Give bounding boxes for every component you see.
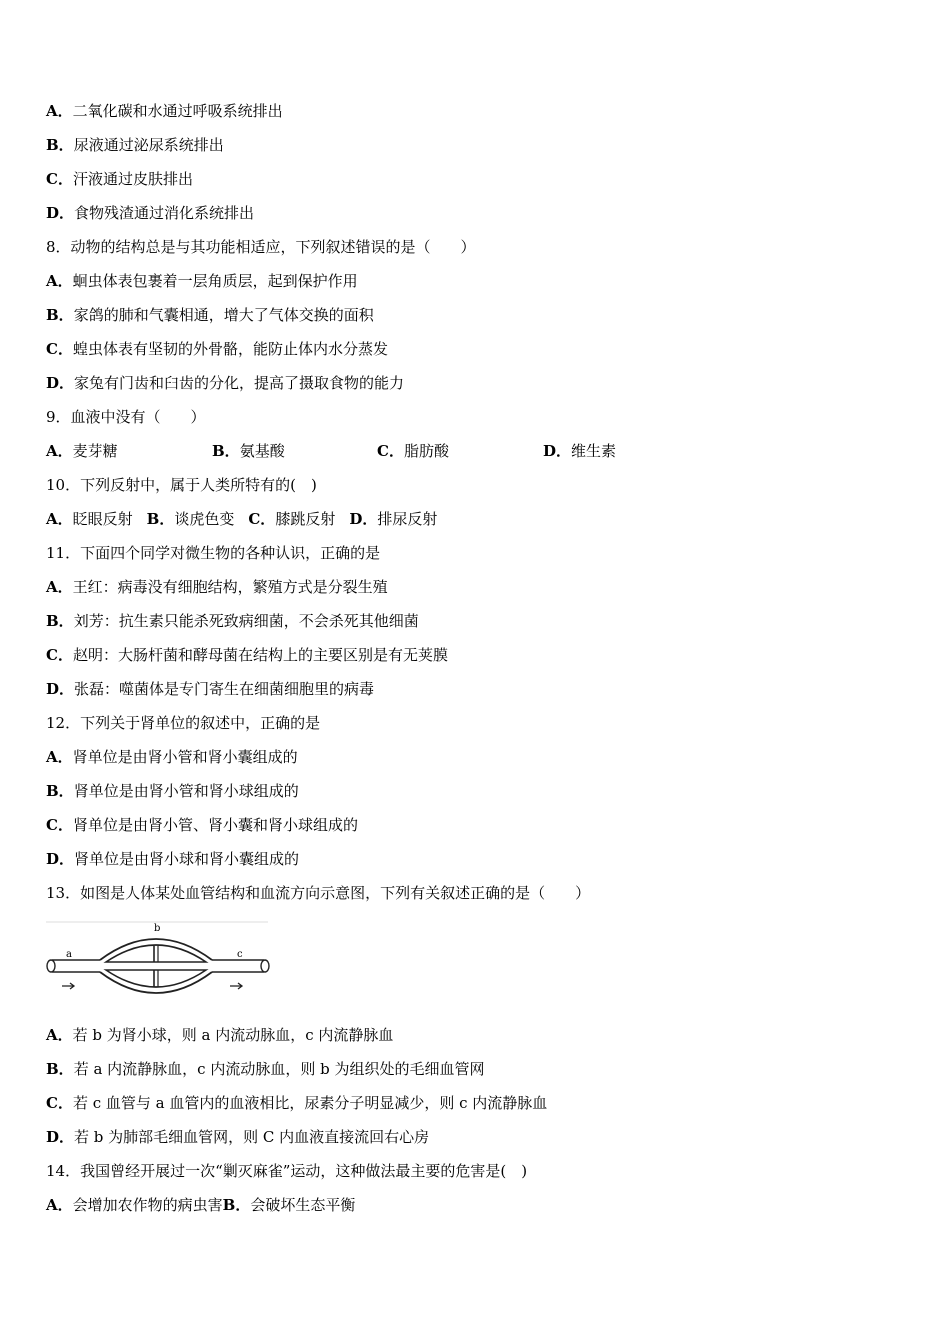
label-c: c	[237, 949, 243, 960]
q9-option-b: B．氨基酸	[212, 442, 285, 460]
q10-option-c: C．膝跳反射	[248, 510, 336, 528]
vessel-a	[52, 960, 100, 972]
vessel-c-opening	[261, 960, 269, 972]
label-a: a	[66, 949, 72, 960]
q12-option-a: A．肾单位是由肾小管和肾小囊组成的	[46, 748, 298, 766]
q11-option-a: A．王红：病毒没有细胞结构，繁殖方式是分裂生殖	[46, 578, 388, 596]
q7-option-c: C．汗液通过皮肤排出	[46, 170, 193, 188]
network-outer-bottom	[100, 972, 212, 993]
vessel-c	[212, 960, 264, 972]
q12-option-c: C．肾单位是由肾小管、肾小囊和肾小球组成的	[46, 816, 358, 834]
q12-option-d: D．肾单位是由肾小球和肾小囊组成的	[46, 850, 300, 868]
q7-option-b: B．尿液通过泌尿系统排出	[46, 136, 224, 154]
flow-arrow-right-icon	[230, 983, 242, 989]
q11-option-b: B．刘芳：抗生素只能杀死致病细菌，不会杀死其他细菌	[46, 612, 419, 630]
vessel-a-opening	[47, 960, 55, 972]
q8-option-a: A．蛔虫体表包裹着一层角质层，起到保护作用	[46, 272, 358, 290]
q10-option-a: A．眨眼反射	[46, 510, 133, 528]
q10-option-b: B．谈虎色变	[146, 510, 235, 528]
q10-options	[46, 509, 437, 529]
q9-option-a: A．麦芽糖	[46, 442, 118, 460]
q9-stem: 9．血液中没有（ ）	[46, 408, 206, 426]
q13-option-a: A．若 b 为肾小球，则 a 内流动脉血，c 内流静脉血	[46, 1026, 394, 1044]
q8-option-c: C．蝗虫体表有坚韧的外骨骼，能防止体内水分蒸发	[46, 340, 388, 358]
q14-options	[46, 1195, 355, 1215]
q12-stem: 12．下列关于肾单位的叙述中，正确的是	[46, 714, 321, 732]
label-b: b	[154, 923, 161, 934]
q14-option-a: A．会增加农作物的病虫害	[46, 1196, 223, 1214]
q12-option-b: B．肾单位是由肾小管和肾小球组成的	[46, 782, 299, 800]
q10-option-d: D．排尿反射	[349, 510, 438, 528]
q11-stem: 11．下面四个同学对微生物的各种认识，正确的是	[46, 544, 381, 562]
q11-option-d: D．张磊：噬菌体是专门寄生在细菌细胞里的病毒	[46, 680, 375, 698]
q14-stem: 14．我国曾经开展过一次“剿灭麻雀”运动，这种做法最主要的危害是( )	[46, 1162, 528, 1180]
q10-stem: 10．下列反射中，属于人类所特有的( )	[46, 476, 317, 494]
network-outer-top	[100, 939, 212, 960]
q8-option-b: B．家鸽的肺和气囊相通，增大了气体交换的面积	[46, 306, 374, 324]
q9-option-c: C．脂肪酸	[377, 442, 449, 460]
q11-option-c: C．赵明：大肠杆菌和酵母菌在结构上的主要区别是有无荚膜	[46, 646, 448, 664]
q7-option-a: A．二氧化碳和水通过呼吸系统排出	[46, 102, 283, 120]
blood-vessel-diagram	[44, 920, 270, 1006]
q7-option-d: D．食物残渣通过消化系统排出	[46, 204, 255, 222]
q13-option-c: C．若 c 血管与 a 血管内的血液相比，尿素分子明显减少，则 c 内流静脉血	[46, 1094, 548, 1112]
q13-stem: 13．如图是人体某处血管结构和血流方向示意图，下列有关叙述正确的是（ ）	[46, 884, 591, 902]
q14-option-b: B．会破坏生态平衡	[222, 1196, 356, 1214]
q8-option-d: D．家兔有门齿和臼齿的分化，提高了摄取食物的能力	[46, 374, 405, 392]
blood-vessel-svg	[44, 920, 270, 1006]
flow-arrow-left-icon	[62, 983, 74, 989]
q13-option-b: B．若 a 内流静脉血，c 内流动脉血，则 b 为组织处的毛细血管网	[46, 1060, 485, 1078]
q13-option-d: D．若 b 为肺部毛细血管网，则 C 内血液直接流回右心房	[46, 1128, 430, 1146]
q9-option-d: D．维生素	[543, 442, 617, 460]
q8-stem: 8．动物的结构总是与其功能相适应，下列叙述错误的是（ ）	[46, 238, 476, 256]
